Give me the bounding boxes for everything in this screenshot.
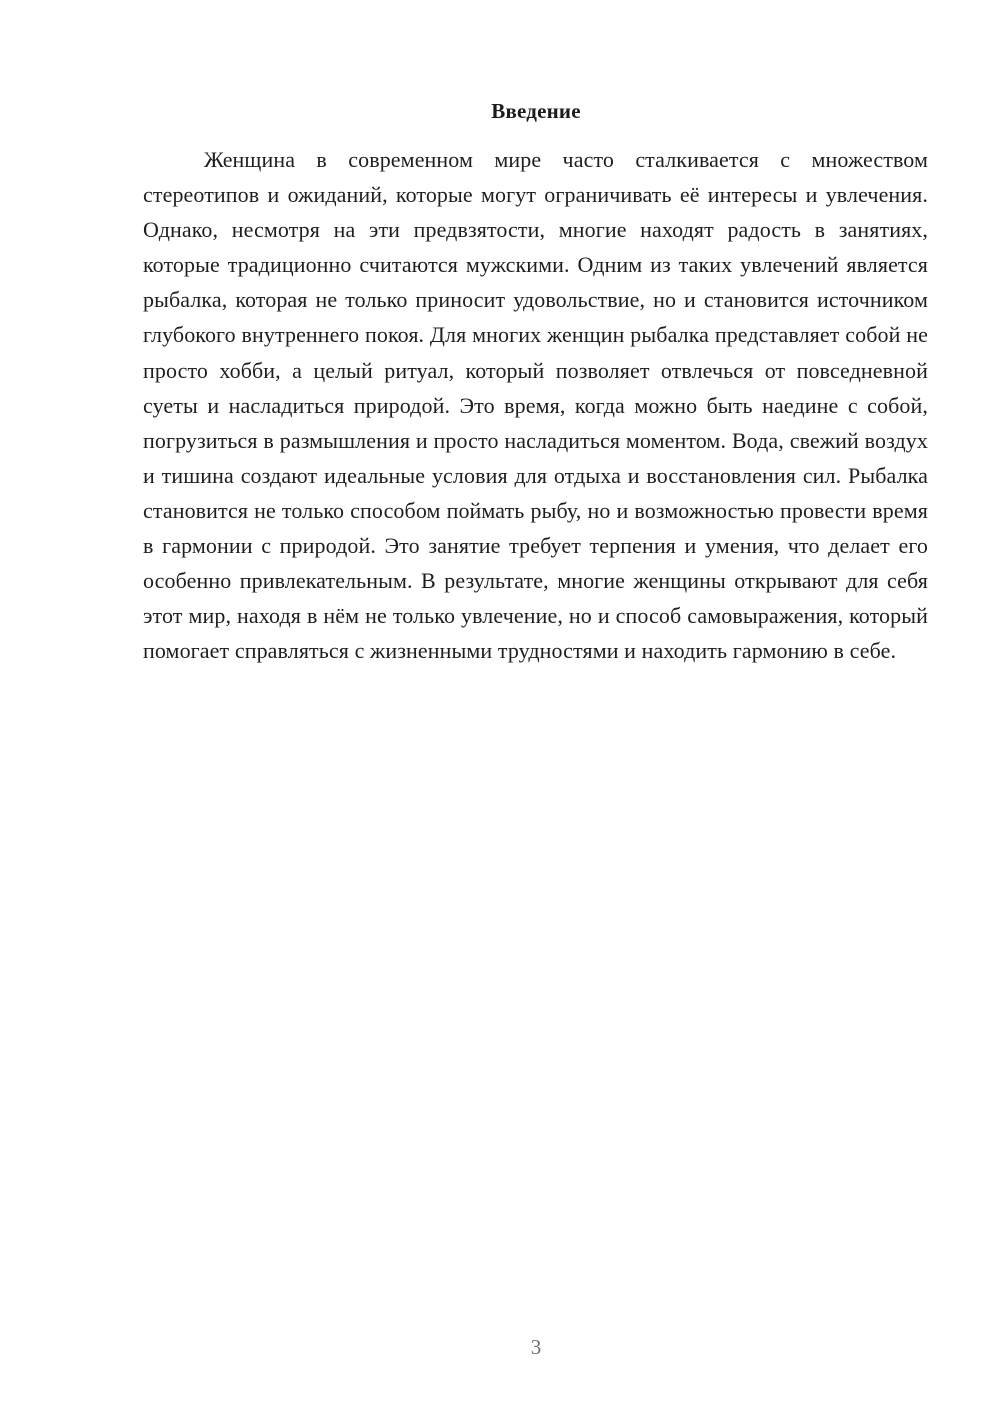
body-paragraph: Женщина в современном мире часто сталкивается с множеством стереотипов и ожиданий, которые могут ограничивать её интересы и увлечения. Однако, несмотря на эти предвзятости, многие находят радость в занятиях, которые традиционно считаются мужскими. Одним из таких увлечений является рыбалка, которая не только приносит удовольствие, но и становится источником глубокого внутреннего покоя. Для многих женщин рыбалка представляет собой не просто хобби, а целый ритуал, который позволяет отвлечься от повседневной суеты и насладиться природой. Это время, когда можно быть наедине с собой, погрузиться в размышления и просто насладиться моментом. Вода, свежий воздух и тишина создают идеальные условия для отдыха и восстановления сил. Рыбалка становится не только способом поймать рыбу, но и возможностью провести время в гармонии с природой. Это занятие требует терпения и умения, что делает его особенно привлекательным. В результате, многие женщины открывают для себя этот мир, находя в нём не только увлечение, но и способ самовыражения, который помогает справляться с жизненными трудностями и находить гармонию в себе. — [143, 147, 928, 664]
section-heading: Введение — [491, 99, 581, 123]
page-number: 3 — [530, 1335, 542, 1359]
